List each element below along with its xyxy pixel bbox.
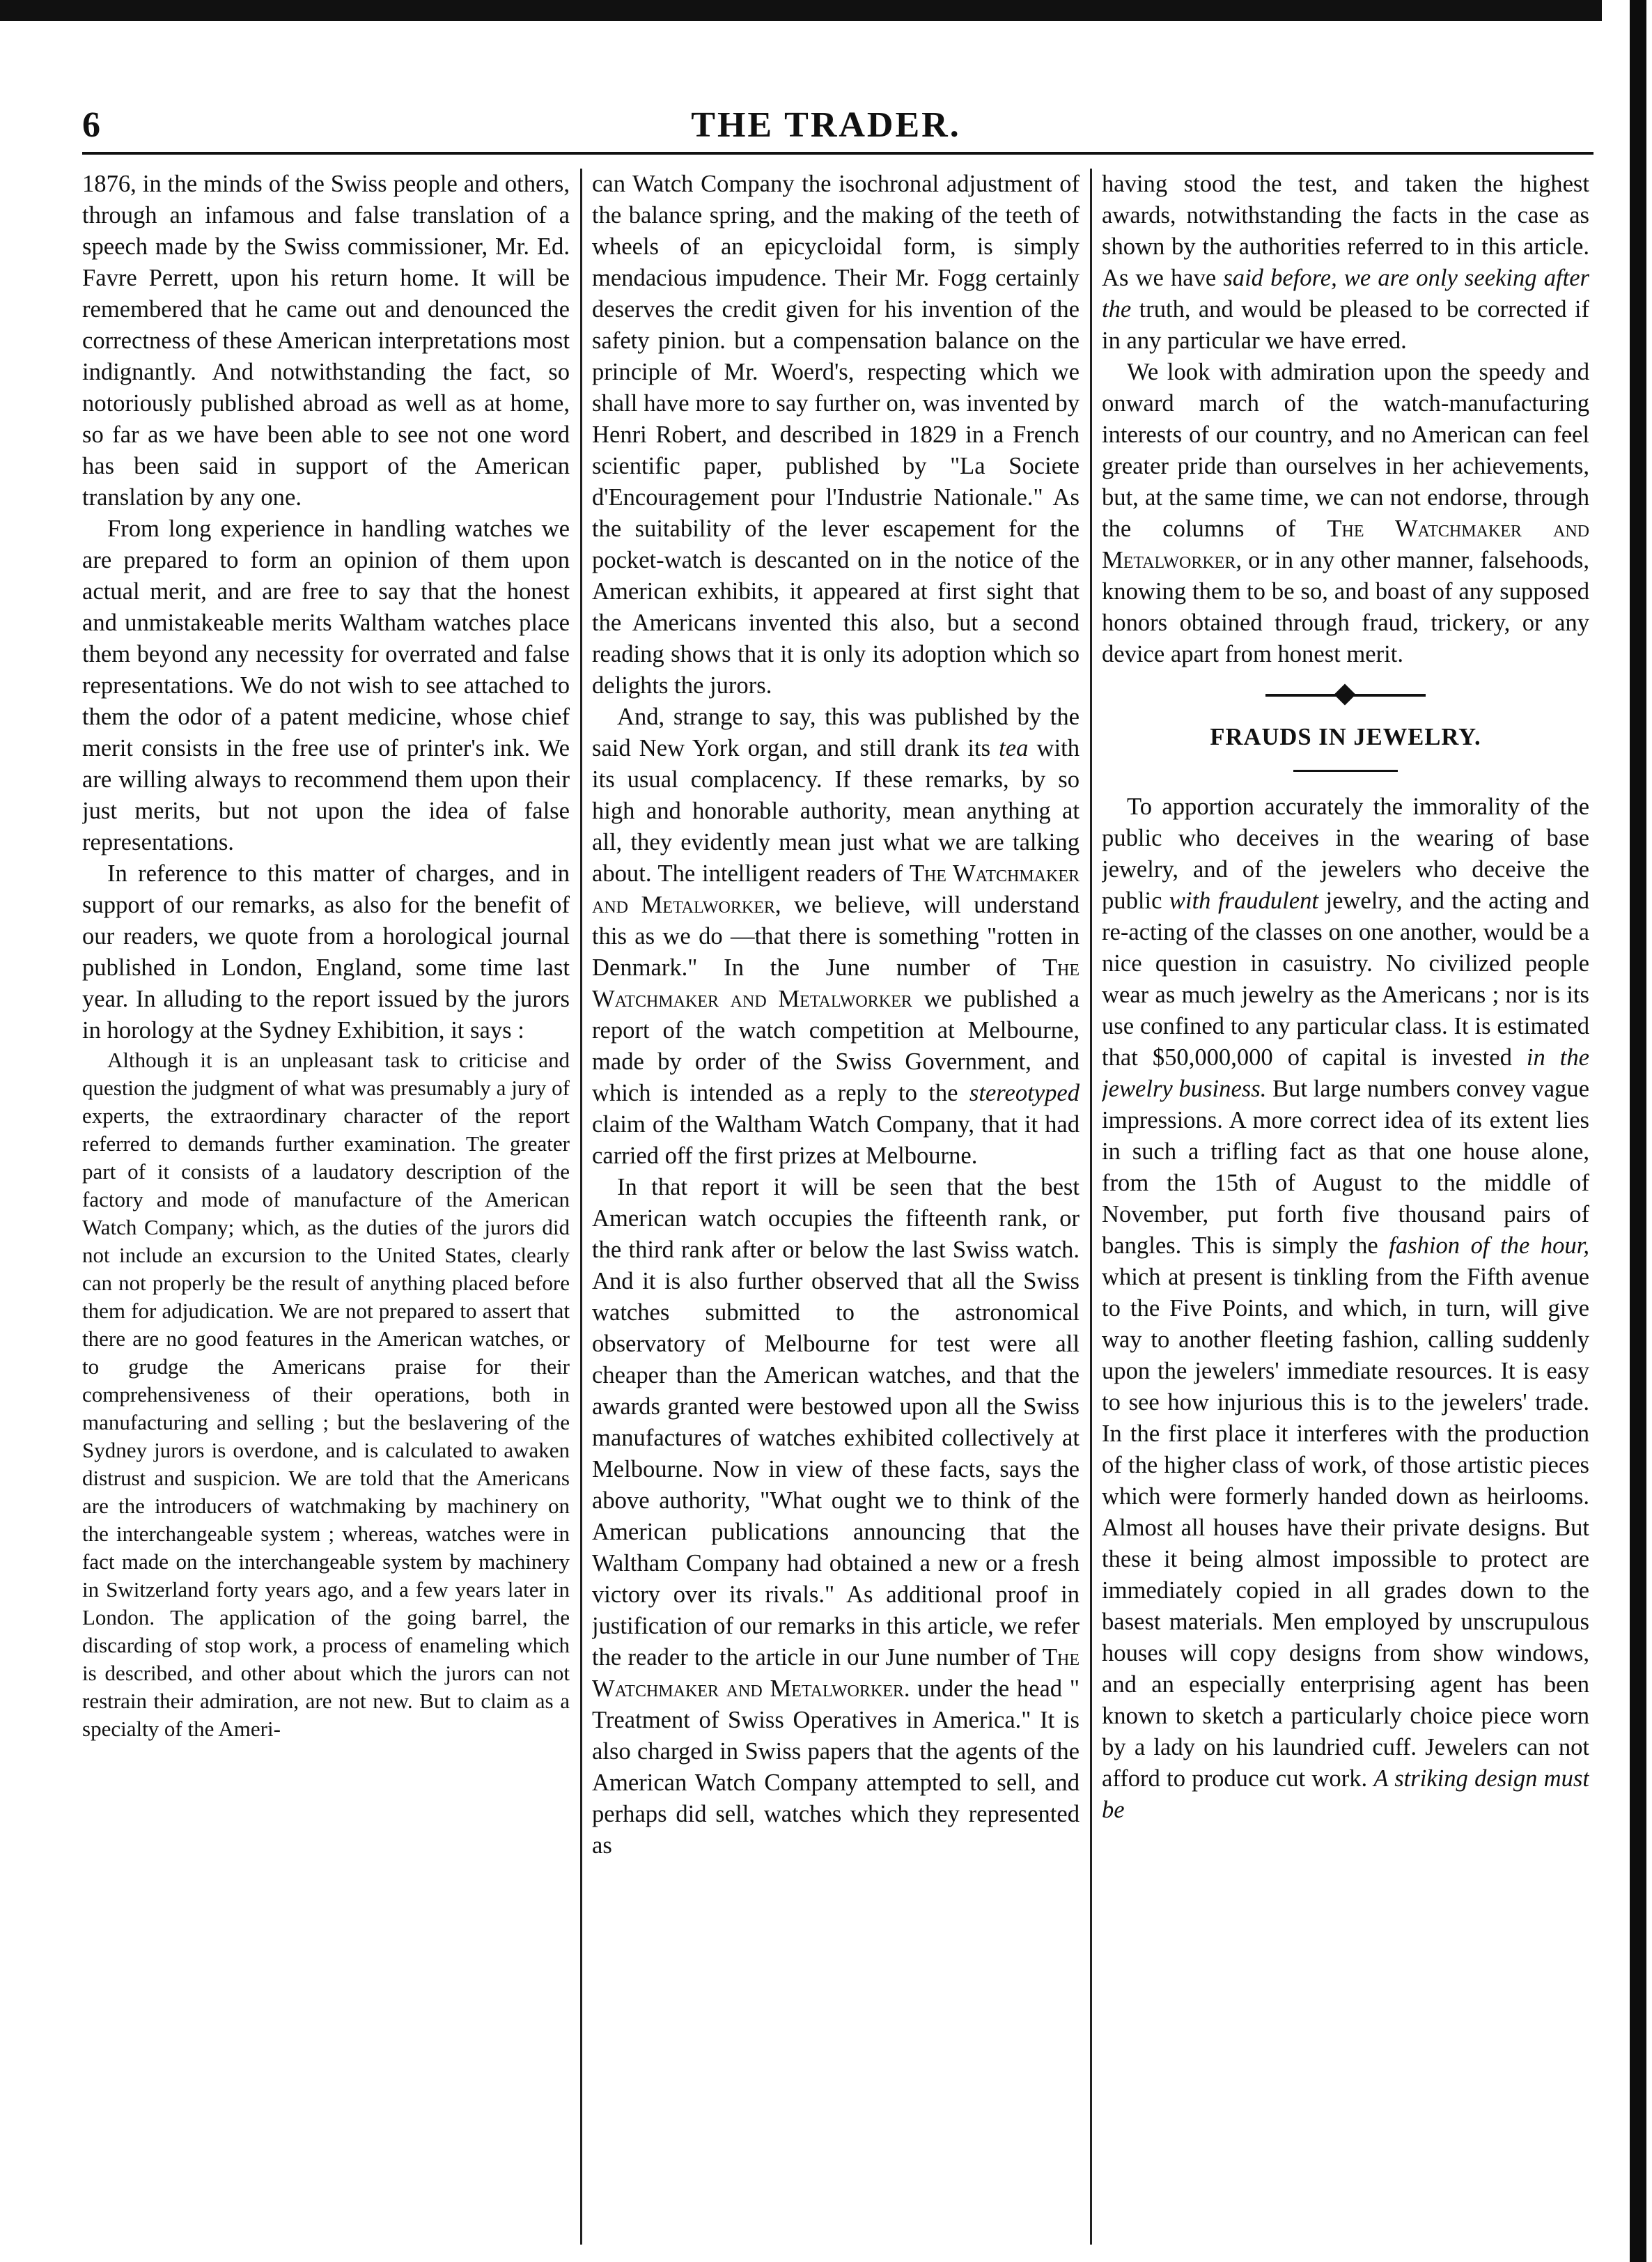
paragraph: [1102, 791, 1589, 1826]
column-1: [82, 169, 570, 2245]
italic-text: with fraudulent: [1169, 888, 1319, 914]
text-run: claim of the Waltham Watch Company, that it had carried off the first prizes at Melbourne.: [592, 1111, 1080, 1169]
text-run: jewelry, and the acting and re-acting of the classes on one another, would be a nice question in casuistry. No civilized people wear as much jewelry as the Americans ; nor is its use confined to any particular class. It is estimated that $50,000,000 of capital is invested: [1102, 888, 1589, 1071]
text-run: But large numbers convey vague impressions. A more correct idea of its extent lies in such a trifling fact as that one house alone, from the 15th of August to the middle of November, put forth five thousand pairs of bangles. This is simply the: [1102, 1076, 1589, 1259]
column-3: [1102, 169, 1589, 2245]
text-run: which at present is tinkling from the Fifth avenue to the Five Points, and which, in turn, will give way to another fleeting fashion, calling suddenly upon the jewelers' immediate resources. It is easy to see how injurious this is to the jewelers' trade. In the first place it interferes with the production of the higher class of work, of those artistic pieces which were formerly handed down as heirlooms. Almost all houses have their private designs. But these it being almost impossible to protect are immediately copied in all grades down to the basest materials. Men employed by unscrupulous houses will copy designs from show windows, and an especially enterprising agent has been known to sketch a particularly choice piece worn by a lady on his laundried cuff. Jewelers can not afford to produce cut work.: [1102, 1264, 1589, 1792]
text-run: we published a report of the watch competition at Melbourne, made by order of the Swiss Government, and which is intended as a reply to the: [592, 986, 1080, 1106]
masthead-rule: [82, 152, 1593, 155]
italic-text: in the jewelry business.: [1102, 1044, 1589, 1102]
italic-text: tea: [999, 735, 1029, 761]
top-border-rule: [0, 0, 1602, 21]
column-divider: [580, 169, 582, 2245]
paragraph: [1102, 357, 1589, 670]
italic-text: stereotyped: [969, 1080, 1080, 1106]
text-run: We look with admiration upon the speedy and onward march of the watch-manufacturing interests of our country, and no American can feel greater pride than ourselves in her achievements, but, at the same time, we can not endorse, through the columns of: [1102, 359, 1589, 542]
page-number: 6: [82, 105, 100, 145]
text-run: , or in any other manner, falsehoods, knowing them to be so, and boast of any supposed honors obtained through fraud, trickery, or any device apart from honest merit.: [1102, 547, 1589, 667]
text-run: . under the head " Treatment of Swiss Operatives in America." It is also charged in Swiss papers that the agents of the American Watch Company attempted to sell, and perhaps did sell, watches which they represented as: [592, 1675, 1080, 1859]
quoted-passage: Although it is an unpleasant task to criticise and question the judgment of what was presumably a jury of experts, the extraordinary character of the report referred to demands further examination. The greater part of it consists of a laudatory description of the factory and mode of manufacture of the American Watch Company; which, as the duties of the jurors did not include an excursion to the United States, clearly can not properly be the result of anything placed before them for adjudication. We are not prepared to assert that there are no good features in the American watches, or to grudge the Americans praise for their comprehensiveness of their operations, both in manufacturing and selling ; but the beslavering of the Sydney jurors is overdone, and is calculated to awaken distrust and suspicion. We are told that the Americans are the introducers of watchmaking by machinery on the interchangeable system ; whereas, watches were in fact made on the interchangeable system by machinery in Switzerland forty years ago, and a few years later in London. The application of the going barrel, the discarding of stop work, a process of enameling which is described, and other about which the jurors can not restrain their admiration, are not new. But to claim as a specialty of the Ameri-: [82, 1048, 570, 1741]
italic-text: fashion of the hour,: [1389, 1232, 1589, 1259]
paragraph: [592, 1172, 1080, 1861]
text-run: In that report it will be seen that the best American watch occupies the fifteenth rank, or the third rank after or below the last Swiss watch. And it is also further observed that all the Swiss watches submitted to the astronomical observatory of Melbourne for test were all cheaper than the American watches, and that the awards granted were bestowed upon all the Swiss manufactures of watches exhibited collectively at Melbourne. Now in view of these facts, says the above authority, "What ought we to think of the American publications announcing that the Waltham Company had obtained a new or a fresh victory over its rivals." As additional proof in justification of our remarks in this article, we refer the reader to the article in our June number of: [592, 1174, 1080, 1671]
text-run: And, strange to say, this was published by the said New York organ, and still drank its: [592, 704, 1080, 761]
italic-text: said before, we are only seeking after the: [1102, 265, 1589, 323]
publication-name: The Watchmaker and Metalworker: [592, 1644, 1080, 1702]
publication-name: The Watchmaker and Metalworker: [592, 860, 1080, 918]
italic-text: A striking design must be: [1102, 1765, 1589, 1823]
paragraph: [592, 702, 1080, 1172]
ornament-divider: [1265, 694, 1426, 697]
publication-name: The Watchmaker and Metalworker: [1102, 516, 1589, 573]
masthead-title: THE TRADER.: [691, 105, 961, 145]
paragraph: 1876, in the minds of the Swiss people and others, through an infamous and false translation of a speech made by the Swiss commissioner, Mr. Ed. Favre Perrett, upon his return home. It will be remembered that he came out and denounced the correctness of these American interpretations most indignantly. And notwithstanding the fact, so notoriously published abroad as well as at home, so far as we have been able to see not one word has been said in support of the American translation by any one.: [82, 171, 570, 511]
publication-name: The Watchmaker and Metalworker: [592, 954, 1080, 1012]
text-run: having stood the test, and taken the highest awards, notwithstanding the facts in the case as shown by the authorities referred to in this article. As we have: [1102, 171, 1589, 291]
section-title: FRAUDS IN JEWELRY.: [1210, 724, 1481, 750]
column-2: [592, 169, 1080, 2245]
paragraph: can Watch Company the isochronal adjustment of the balance spring, and the making of the teeth of wheels of an epicycloidal form, is simply mendacious impudence. Their Mr. Fogg certainly deserves the credit given for his invention of the safety pinion. but a compensation balance on the principle of Mr. Woerd's, respecting which we shall have more to say further on, was invented by Henri Robert, and described in 1829 in a French scientific paper, published by "La Societe d'Encouragement pour l'Industrie Nationale." As the suitability of the lever escapement for the pocket-watch is descanted on in the notice of the American exhibits, it appeared at first sight that the Americans invented this also, but a second reading shows that it is only its adoption which so delights the jurors.: [592, 171, 1080, 699]
section-rule: [1293, 770, 1398, 772]
text-run: with its usual complacency. If these remarks, by so high and honorable authority, mean anything at all, they evidently mean just what we are talking about. The intelligent readers of: [592, 735, 1080, 887]
text-run: truth, and would be pleased to be corrected if in any particular we have erred.: [1102, 296, 1589, 354]
paragraph: In reference to this matter of charges, and in support of our remarks, as also for the benefit of our readers, we quote from a horological journal published in London, England, some time last year. In alluding to the report issued by the jurors in horology at the Sydney Exhibition, it says :: [82, 860, 570, 1044]
paragraph: [1102, 169, 1589, 357]
column-divider: [1090, 169, 1092, 2245]
right-page-edge: [1630, 0, 1646, 2262]
text-run: , we believe, will understand this as we do —that there is something "rotten in Denmark." In the June number of: [592, 892, 1080, 981]
text-run: To apportion accurately the immorality of the public who deceives in the wearing of base jewelry, and of the jewelers who deceive the public: [1102, 793, 1589, 914]
paragraph: From long experience in handling watches we are prepared to form an opinion of them upon actual merit, and are free to say that the honest and unmistakeable merits Waltham watches place them beyond any necessity for overrated and false representations. We do not wish to see attached to them the odor of a patent medicine, whose chief merit consists in the free use of printer's ink. We are willing always to recommend them upon their just merits, but not upon the idea of false representations.: [82, 516, 570, 855]
